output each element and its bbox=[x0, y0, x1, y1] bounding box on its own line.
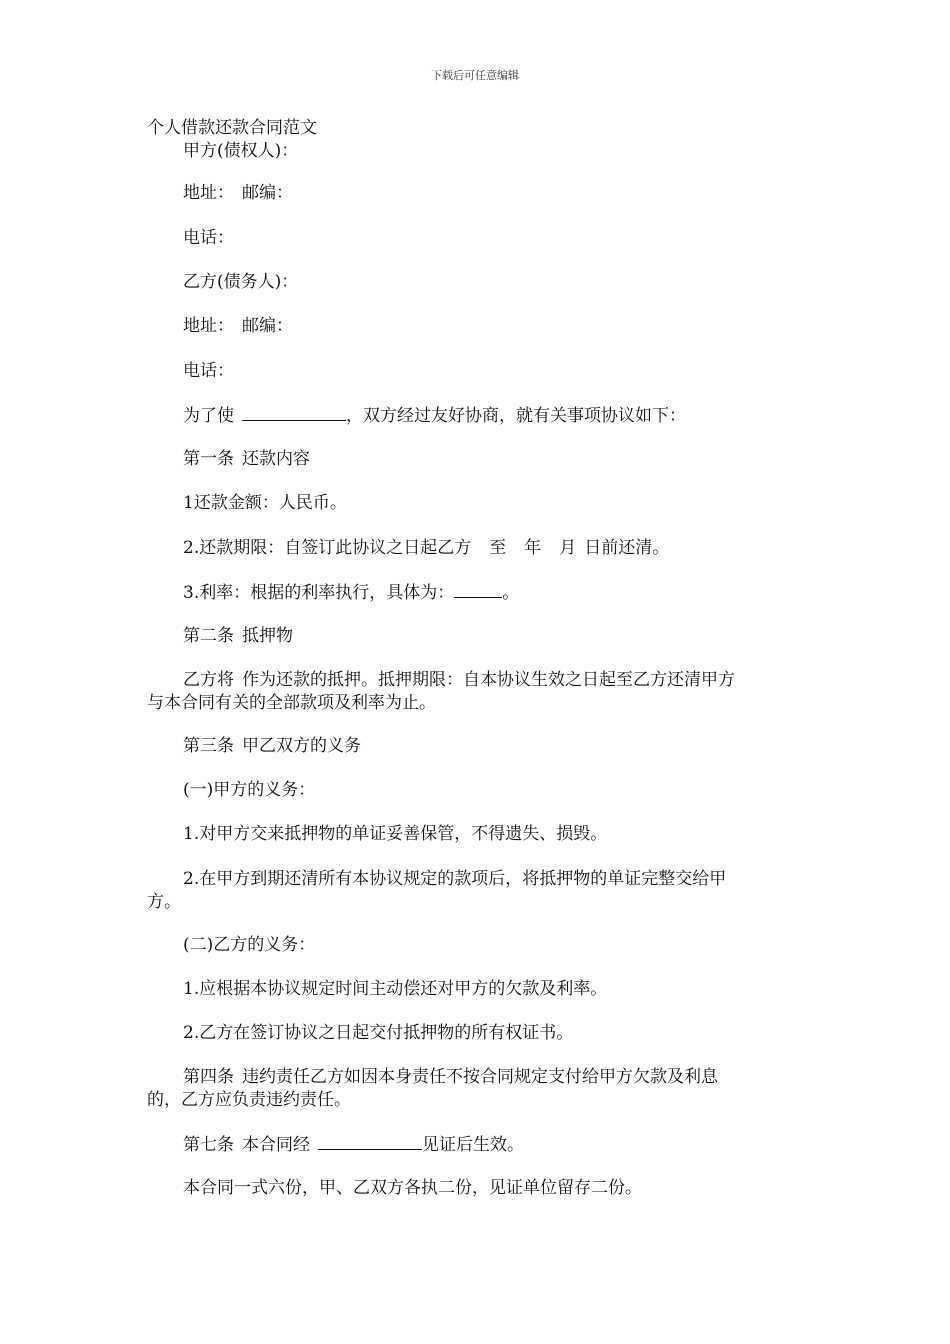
article-title: 抵押物 bbox=[242, 626, 293, 646]
page-header: 下载后可任意编辑 bbox=[431, 69, 519, 82]
interest-rate-item bbox=[147, 581, 747, 605]
creditor-line: 甲方(债权人)： bbox=[183, 141, 299, 161]
party-a-duty-2: 2.在甲方到期还清所有本协议规定的款项后，将抵押物的单证完整交给甲方。 bbox=[147, 869, 727, 912]
article-2-heading bbox=[147, 625, 747, 648]
collateral-text-a: 乙方将 bbox=[183, 670, 234, 690]
article-title: 还款内容 bbox=[242, 449, 310, 469]
debtor-address-line bbox=[147, 315, 747, 338]
party-b-duty-2: 2.乙方在签订协议之日起交付抵押物的所有权证书。 bbox=[183, 1023, 574, 1043]
party-a-duty-1: 1.对甲方交来抵押物的单证妥善保管，不得遗失、损毁。 bbox=[183, 824, 608, 844]
postcode-label: 邮编： bbox=[242, 183, 293, 203]
article-7-text-after: 见证后生效。 bbox=[422, 1135, 524, 1155]
postcode-label: 邮编： bbox=[242, 316, 293, 336]
document-title: 个人借款还款合同范文 bbox=[147, 118, 317, 138]
rate-end: 。 bbox=[502, 583, 520, 603]
term-day: 日前还清。 bbox=[584, 538, 670, 558]
purpose-text-before: 为了使 bbox=[183, 406, 234, 426]
article-7-line bbox=[147, 1133, 747, 1157]
article-number: 第七条 bbox=[183, 1135, 234, 1155]
article-number: 第一条 bbox=[183, 449, 234, 469]
address-label: 地址： bbox=[183, 183, 234, 203]
article-number: 第二条 bbox=[183, 626, 234, 646]
blank-underline bbox=[318, 1133, 422, 1150]
repayment-amount-item: 1还款金额：人民币。 bbox=[183, 493, 347, 513]
debtor-line: 乙方(债务人)： bbox=[183, 272, 299, 292]
term-month: 月 bbox=[559, 538, 577, 558]
party-b-duties-heading: (二)乙方的义务： bbox=[183, 935, 316, 955]
article-4-paragraph bbox=[147, 1066, 747, 1112]
creditor-address-line bbox=[147, 182, 747, 205]
article-1-heading bbox=[147, 448, 747, 471]
repayment-term-item bbox=[147, 537, 747, 560]
purpose-text-after: ，双方经过友好协商，就有关事项协议如下： bbox=[346, 406, 686, 426]
rate-text: 3.利率：根据的利率执行，具体为： bbox=[183, 583, 455, 603]
term-year: 年 bbox=[524, 538, 542, 558]
article-3-heading bbox=[147, 735, 747, 758]
party-a-duties-heading: (一)甲方的义务： bbox=[183, 780, 316, 800]
term-text: 2.还款期限：自签订此协议之日起乙方 bbox=[183, 538, 472, 558]
collateral-paragraph bbox=[147, 669, 747, 715]
address-label: 地址： bbox=[183, 316, 234, 336]
article-7-text-before: 本合同经 bbox=[242, 1135, 310, 1155]
collateral-text-b: 作为还款的抵押。抵押期限：自本协议生效之日起至乙方还清甲方与本合同有关的全部款项及利率为止。 bbox=[147, 670, 735, 713]
creditor-phone-line: 电话： bbox=[183, 228, 234, 248]
blank-underline bbox=[242, 404, 346, 421]
copies-line: 本合同一式六份，甲、乙双方各执二份，见证单位留存二份。 bbox=[183, 1178, 642, 1198]
article-number: 第三条 bbox=[183, 736, 234, 756]
debtor-phone-line: 电话： bbox=[183, 361, 234, 381]
article-text: 违约责任乙方如因本身责任不按合同规定支付给甲方欠款及利息的，乙方应负责违约责任。 bbox=[147, 1067, 718, 1110]
term-to: 至 bbox=[489, 538, 507, 558]
purpose-line bbox=[147, 404, 747, 428]
article-title: 甲乙双方的义务 bbox=[242, 736, 361, 756]
blank-underline bbox=[454, 581, 502, 598]
party-b-duty-1: 1.应根据本协议规定时间主动偿还对甲方的欠款及利率。 bbox=[183, 979, 608, 999]
article-number: 第四条 bbox=[183, 1067, 234, 1087]
